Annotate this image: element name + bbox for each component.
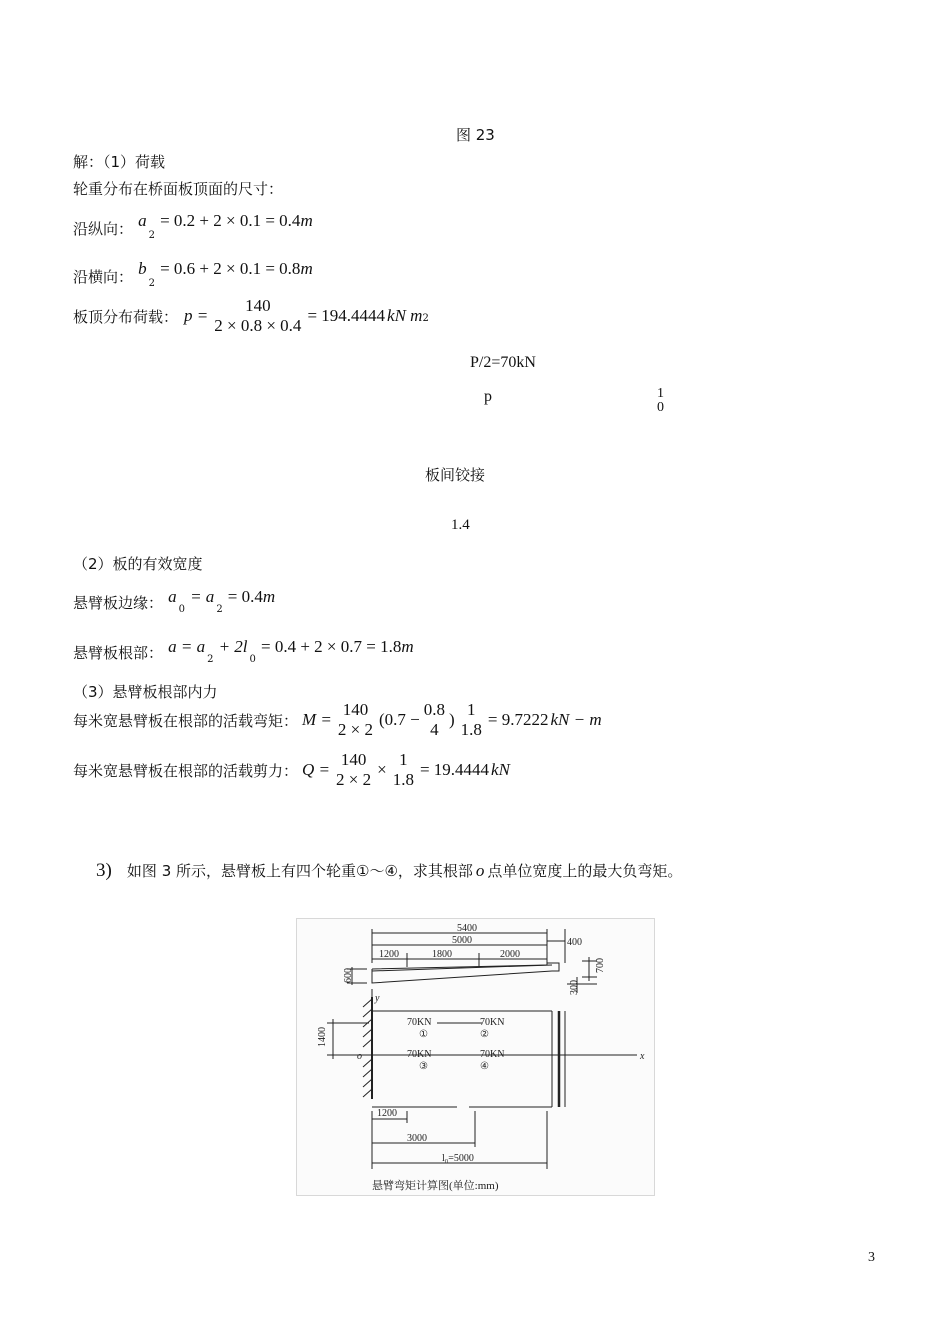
moment-fraction-2: [422, 700, 447, 740]
dim-bottom-3000: 3000: [407, 1133, 427, 1144]
sub-2: 2: [148, 230, 155, 241]
shear-fraction-2: [391, 750, 416, 790]
var-b: b: [138, 259, 147, 278]
moment-fraction-3: [459, 700, 484, 740]
section-3-heading: （3）悬臂板根部内力: [73, 683, 218, 701]
numerator: 0.8: [423, 700, 445, 719]
dim-5000: 5000: [452, 935, 472, 946]
problem-3: [96, 860, 682, 882]
numerator: 140: [342, 700, 369, 719]
axis-y-label: y: [375, 993, 380, 1004]
denominator: 2 × 2: [336, 770, 372, 789]
longitudinal-expr: = 0.2 + 2 × 0.1 = 0.4: [160, 211, 301, 230]
dim-600: 600: [343, 968, 354, 983]
load-3-value: 70KN: [407, 1049, 432, 1060]
shear-unit: kN: [491, 760, 510, 779]
transverse-expr: = 0.6 + 2 × 0.1 = 0.8: [160, 259, 301, 278]
problem-text-a: 如图 3 所示，悬臂板上有四个轮重①～④，求其根部: [126, 862, 473, 880]
shear-rhs: = 19.4444: [419, 760, 490, 779]
load-fraction: [212, 296, 303, 336]
root-mid: + 2l: [218, 637, 248, 656]
denominator: 1.8: [460, 720, 482, 739]
section-2-heading: （2）板的有效宽度: [73, 555, 203, 573]
dim-bottom-5000: l₀=5000: [442, 1153, 474, 1164]
sketch-ratio-bottom: 0: [657, 400, 664, 415]
denominator: 2 × 2: [337, 720, 373, 739]
dim-5400: 5400: [457, 923, 477, 934]
root-rhs: = 0.4 + 2 × 0.7 = 1.8: [260, 637, 402, 656]
page-number: 3: [868, 1250, 875, 1265]
numerator: 140: [340, 750, 367, 769]
load-denominator: 2 × 0.8 × 0.4: [214, 316, 302, 335]
figure-caption-top: 图 23: [456, 126, 495, 144]
dim-400: 400: [567, 937, 582, 948]
moment-unit: kN − m: [550, 710, 602, 729]
times-sign: ×: [377, 760, 387, 779]
dim-300: 300: [569, 980, 580, 995]
numerator: 1: [467, 700, 476, 719]
axis-x-label: x: [640, 1051, 645, 1062]
sub-0: 0: [178, 604, 185, 615]
load-equation: [73, 296, 429, 336]
cantilever-figure: [296, 918, 655, 1196]
load-1-id: ①: [419, 1029, 428, 1040]
dim-1400: 1400: [317, 1027, 328, 1047]
var-a: a: [138, 211, 147, 230]
wheel-distribution-text: 轮重分布在桥面板顶面的尺寸：: [73, 180, 284, 198]
unit-m: m: [262, 587, 276, 606]
denominator: 1.8: [392, 770, 414, 789]
edge-rhs: = 0.4: [227, 587, 263, 606]
cantilever-diagram: [297, 919, 654, 1195]
var-a0: a: [168, 587, 177, 606]
moment-lhs: M =: [302, 710, 332, 729]
dim-700: 700: [595, 958, 606, 973]
edge-equation: [73, 586, 276, 615]
edge-label: 悬臂板边缘：: [73, 594, 164, 612]
load-unit: kN m: [387, 306, 423, 325]
shear-label: 每米宽悬臂板在根部的活载剪力：: [73, 761, 299, 780]
longitudinal-label: 沿纵向：: [73, 220, 134, 238]
load-numerator: 140: [245, 296, 271, 315]
moment-equation: [73, 700, 602, 740]
shear-fraction-1: [334, 750, 373, 790]
dim-1800: 1800: [432, 949, 452, 960]
paren-close: ): [449, 710, 455, 729]
problem-text-b: 点单位宽度上的最大负弯矩。: [487, 862, 683, 880]
span-label: 1.4: [451, 517, 470, 533]
hinge-label: 板间铰接: [425, 466, 486, 484]
load-lhs: p =: [184, 306, 209, 325]
shear-lhs: Q =: [302, 760, 331, 779]
figure-caption: 悬臂弯矩计算图(单位:mm): [372, 1180, 499, 1192]
force-label: P/2=70kN: [470, 354, 536, 371]
load-4-id: ④: [480, 1061, 489, 1072]
load-1-value: 70KN: [407, 1017, 432, 1028]
load-2-value: 70KN: [480, 1017, 505, 1028]
dim-1200: 1200: [379, 949, 399, 960]
root-equation: [73, 636, 414, 665]
sub-0: 0: [249, 654, 256, 665]
solution-heading: 解：（1）荷载: [73, 153, 166, 171]
load-2-id: ②: [480, 1029, 489, 1040]
sketch-ratio-top: 1: [657, 386, 664, 401]
edge-eq: = a: [190, 587, 215, 606]
root-label: 悬臂板根部：: [73, 644, 164, 662]
longitudinal-equation: [73, 210, 313, 241]
paren-open: (0.7 −: [379, 710, 420, 729]
unit-m: m: [401, 637, 414, 656]
dim-2000: 2000: [500, 949, 520, 960]
moment-rhs: = 9.7222: [487, 710, 549, 729]
load-3-id: ③: [419, 1061, 428, 1072]
root-lhs: a = a: [168, 637, 206, 656]
load-exponent: 2: [422, 312, 429, 324]
load-rhs: = 194.4444: [307, 306, 386, 325]
denominator: 4: [430, 720, 439, 739]
sub-2: 2: [148, 278, 155, 289]
origin-label: o: [357, 1051, 362, 1062]
shear-equation: [73, 750, 510, 790]
sub-2: 2: [207, 654, 214, 665]
moment-fraction-1: [336, 700, 375, 740]
sketch-p-label: p: [484, 388, 492, 405]
problem-point-o: o: [475, 861, 485, 880]
moment-label: 每米宽悬臂板在根部的活载弯矩：: [73, 711, 299, 730]
load-label: 板顶分布荷载：: [73, 307, 179, 326]
transverse-label: 沿横向：: [73, 268, 134, 286]
problem-number: 3): [96, 860, 112, 881]
unit-m: m: [300, 211, 313, 230]
numerator: 1: [399, 750, 408, 769]
dim-bottom-1200: 1200: [377, 1108, 397, 1119]
load-4-value: 70KN: [480, 1049, 505, 1060]
unit-m: m: [300, 259, 313, 278]
sub-2: 2: [216, 604, 223, 615]
transverse-equation: [73, 258, 313, 289]
